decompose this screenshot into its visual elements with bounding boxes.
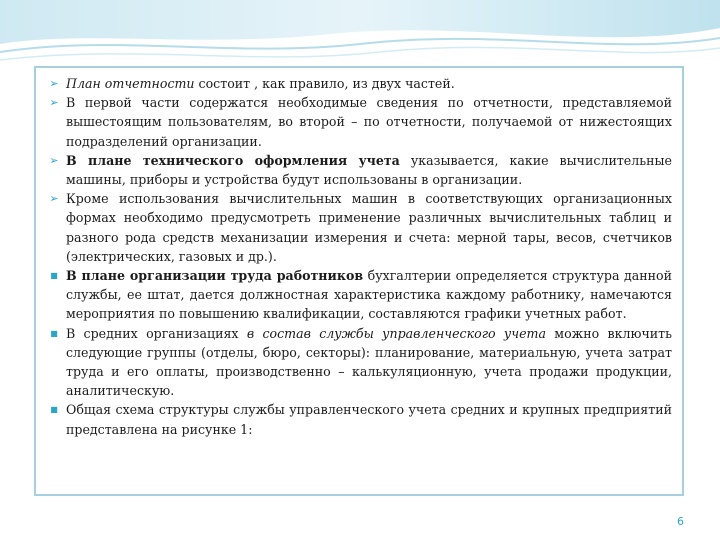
bullet-list: [46, 74, 672, 439]
square-bullet-icon: [46, 266, 62, 286]
bullet-item: [46, 151, 672, 189]
bullet-item: [46, 74, 672, 93]
bullet-text-segment: Общая схема структуры службы управленческого учета средних и крупных предприятий представлена на рисунке 1:: [66, 402, 672, 437]
bullet-text-segment: В средних организациях: [66, 325, 247, 341]
bullet-text-segment: бухгалтерии определяется структура данной службы, ее штат, дается должностная характеристика каждому работнику, намечаются мероприятия по повышению квалификации, составляются графики учетных работ.: [66, 268, 672, 322]
bullet-text-segment: в состав службы управленческого учета: [246, 325, 546, 341]
arrow-bullet-icon: [46, 151, 62, 170]
bullet-text-segment: Кроме использования вычислительных машин в соответствующих организационных формах необходимо предусмотреть применение различных вычислительных таблиц и разного рода средств механизации измерения и счета: мерной тары, весов, счетчиков (электрических, газовых и др.).: [66, 191, 672, 264]
slide-content-box: [34, 66, 684, 496]
square-bullet-icon: [46, 400, 62, 420]
bullet-text-segment: можно включить следующие группы (отделы, бюро, секторы): планирование, материальную, учета затрат труда и его оплаты, производственно – калькуляционную, учета продажи продукции, аналитическую.: [66, 325, 672, 399]
bullet-item: [46, 400, 672, 438]
bullet-text-segment: указывается, какие вычислительные машины, приборы и устройства будут использованы в организации.: [66, 152, 672, 188]
bullet-item: [46, 266, 672, 324]
arrow-bullet-icon: [46, 189, 62, 208]
bullet-item: [46, 93, 672, 151]
bullet-item: [46, 324, 672, 401]
arrow-bullet-icon: [46, 93, 62, 112]
bullet-item: [46, 189, 672, 266]
bullet-text-segment: В плане организации труда работников: [66, 268, 364, 284]
page-number: 6: [677, 515, 684, 528]
bullet-text-segment: В плане технического оформления учета: [66, 152, 400, 168]
arrow-bullet-icon: [46, 74, 62, 93]
bullet-text-segment: В первой части содержатся необходимые сведения по отчетности, представляемой вышестоящим пользователям, во второй – по отчетности, получаемой от нижестоящих подразделений организации.: [66, 95, 672, 149]
bullet-text-segment: План отчетности: [66, 76, 195, 91]
bullet-text-segment: состоит , как правило, из двух частей.: [194, 76, 455, 91]
square-bullet-icon: [46, 324, 62, 344]
